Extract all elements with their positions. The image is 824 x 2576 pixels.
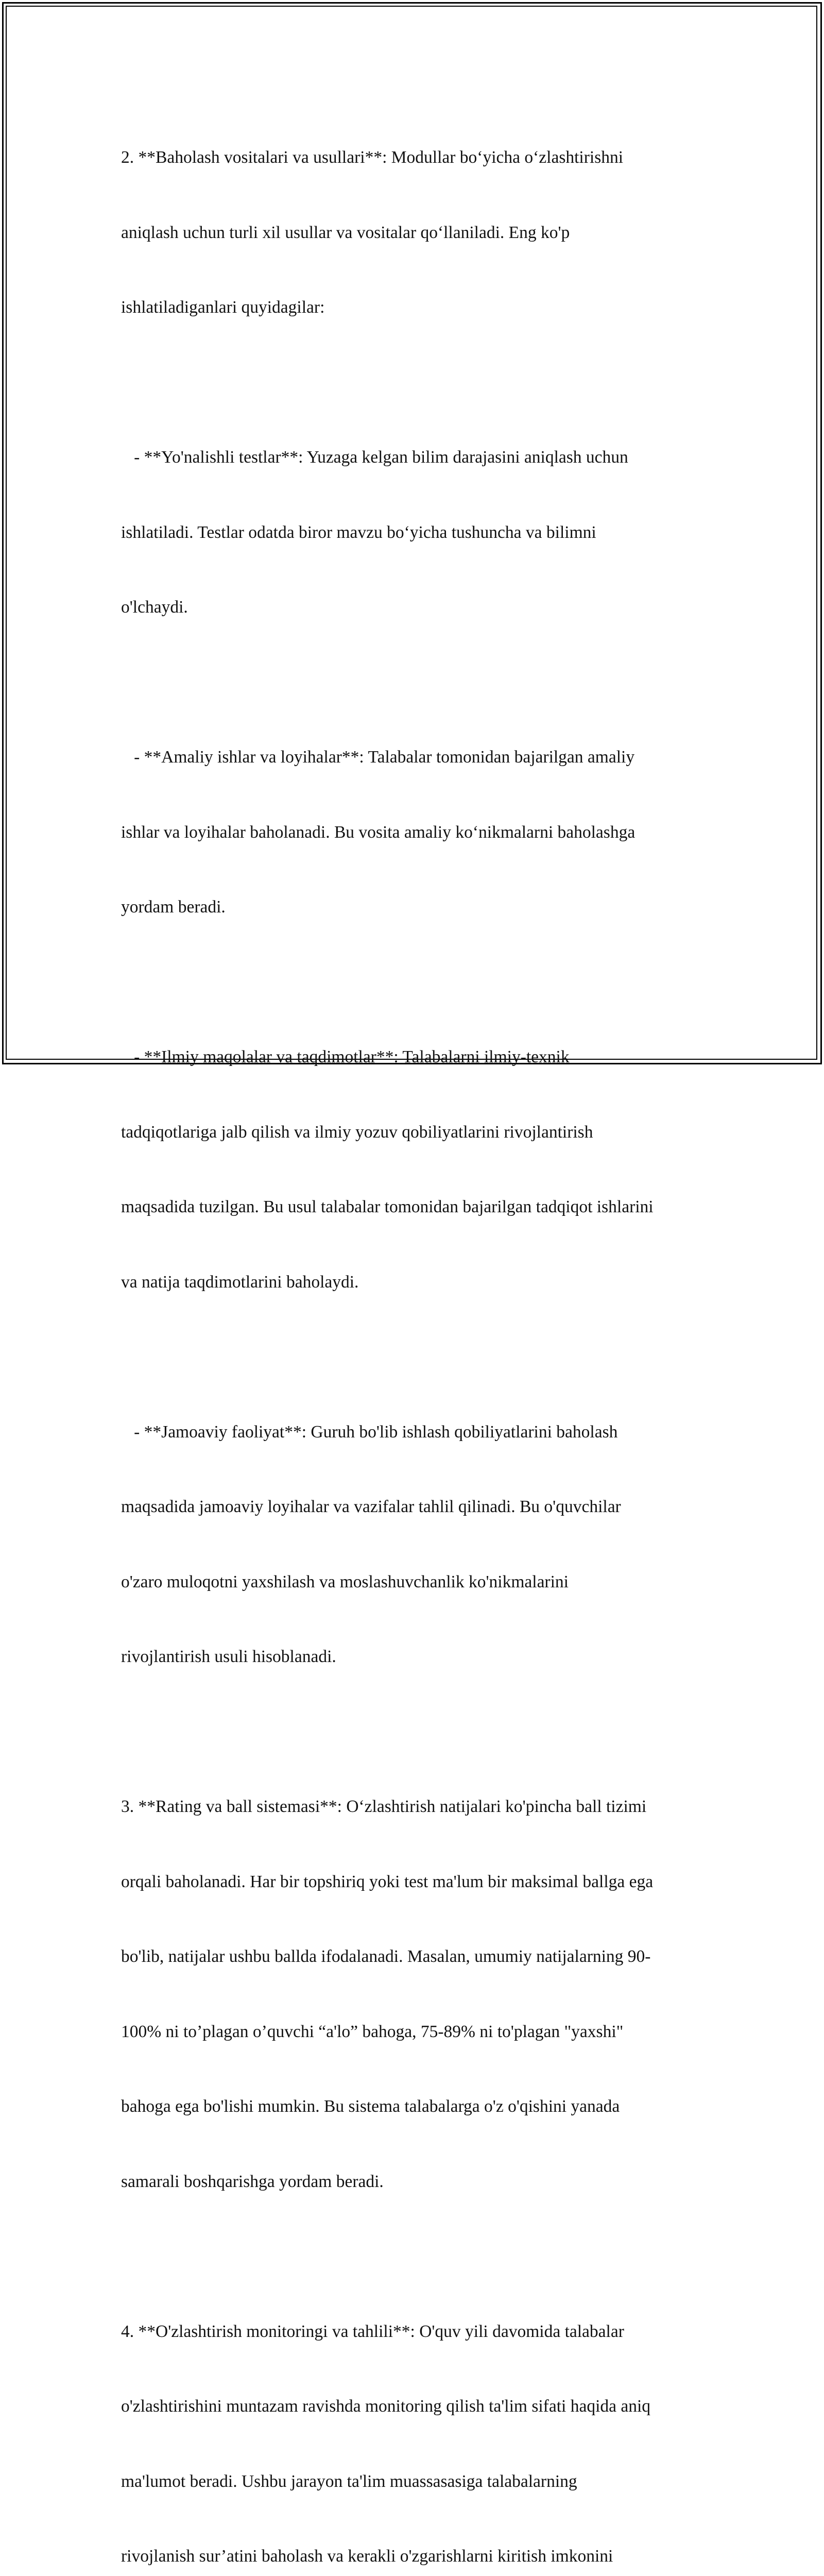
text-line: ishlar va loyihalar baholanadi. Bu vosita amaliy ko‘nikmalarni baholashga — [121, 820, 713, 845]
text-line: 3. **Rating va ball sistemasi**: O‘zlashtirish natijalari ko'pincha ball tizimi — [121, 1794, 713, 1820]
paragraph-rating-system — [121, 1744, 713, 2244]
text-line: o'zaro muloqotni yaxshilash va moslashuvchanlik ko'nikmalarini — [121, 1570, 713, 1595]
text-line: 100% ni to’plagan o’quvchi “a'lo” bahoga, 75-89% ni to'plagan "yaxshi" — [121, 2020, 713, 2045]
text-line: ishlatiladiganlari quyidagilar: — [121, 295, 713, 320]
text-line: rivojlanish sur’atini baholash va kerakli o'zgarishlarni kiritish imkonini — [121, 2544, 713, 2569]
text-line: 2. **Baholash vositalari va usullari**: Modullar bo‘yicha o‘zlashtirishni — [121, 145, 713, 171]
text-line: o'lchaydi. — [121, 595, 713, 620]
paragraph-practical-work — [121, 695, 713, 970]
text-line: orqali baholanadi. Har bir topshiriq yoki test ma'lum bir maksimal ballga ega — [121, 1870, 713, 1895]
text-line: - **Yo'nalishli testlar**: Yuzaga kelgan bilim darajasini aniqlash uchun — [121, 445, 713, 470]
text-line: maqsadida tuzilgan. Bu usul talabalar tomonidan bajarilgan tadqiqot ishlarini — [121, 1195, 713, 1220]
text-line: rivojlantirish usuli hisoblanadi. — [121, 1645, 713, 1670]
text-line: maqsadida jamoaviy loyihalar va vazifalar tahlil qilinadi. Bu o'quvchilar — [121, 1495, 713, 1520]
document-body — [121, 95, 713, 2576]
text-line: 4. **O'zlashtirish monitoringi va tahlili**: O'quv yili davomida talabalar — [121, 2319, 713, 2345]
paragraph-team-activity — [121, 1370, 713, 1720]
paragraph-directional-tests — [121, 395, 713, 670]
text-line: - **Amaliy ishlar va loyihalar**: Talabalar tomonidan bajarilgan amaliy — [121, 745, 713, 770]
text-line: bo'lib, natijalar ushbu ballda ifodalanadi. Masalan, umumiy natijalarning 90- — [121, 1944, 713, 1970]
paragraph-monitoring — [121, 2269, 713, 2576]
text-line: - **Ilmiy maqolalar va taqdimotlar**: Talabalarni ilmiy-texnik — [121, 1045, 713, 1070]
text-line: va natija taqdimotlarini baholaydi. — [121, 1270, 713, 1295]
text-line: yordam beradi. — [121, 895, 713, 920]
text-line: - **Jamoaviy faoliyat**: Guruh bo'lib ishlash qobiliyatlarini baholash — [121, 1420, 713, 1445]
text-line: ma'lumot beradi. Ushbu jarayon ta'lim muassasasiga talabalarning — [121, 2469, 713, 2495]
text-line: ishlatiladi. Testlar odatda biror mavzu bo‘yicha tushuncha va bilimni — [121, 520, 713, 546]
paragraph-scientific-articles — [121, 995, 713, 1345]
paragraph-assessment-tools — [121, 95, 713, 370]
text-line: bahoga ega bo'lishi mumkin. Bu sistema talabalarga o'z o'qishini yanada — [121, 2094, 713, 2120]
text-line: aniqlash uchun turli xil usullar va vositalar qo‘llaniladi. Eng ko'p — [121, 221, 713, 246]
text-line: tadqiqotlariga jalb qilish va ilmiy yozuv qobiliyatlarini rivojlantirish — [121, 1120, 713, 1145]
text-line: samarali boshqarishga yordam beradi. — [121, 2170, 713, 2195]
text-line: o'zlashtirishini muntazam ravishda monitoring qilish ta'lim sifati haqida aniq — [121, 2394, 713, 2419]
